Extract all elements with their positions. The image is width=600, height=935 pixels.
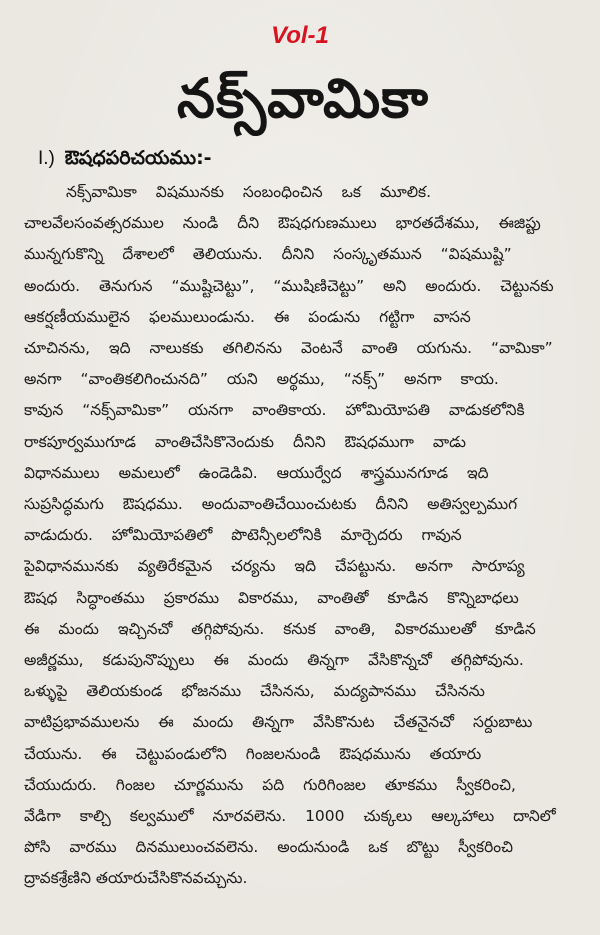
body-line: వాటిప్రభావములను ఈ మందు తిన్నగా వేసికొనుట చేతనైనచో సర్దుబాటు [24, 713, 533, 732]
body-line: ఆకర్షణీయములైన ఫలములుండును. ఈ పండును గట్టిగా వాసన [24, 307, 471, 326]
body-line: మున్నగుకొన్ని దేశాలలో తెలియును. దీనిని సంస్కృతమున “విషముష్టి” [24, 245, 512, 264]
page-title: నక్స్‌వామికా [177, 67, 429, 130]
body-line: ఒళ్ళుపై తెలియకుండ భోజనము చేసినను, మద్యపానము చేసినను [24, 682, 485, 701]
body-line: అజీర్ణము, కడుపునొప్పులు ఈ మందు తిన్నగా వేసికొన్నచో తగ్గిపోవును. [24, 651, 524, 670]
body-line: విధానములు అమలులో ఉండెడివి. ఆయుర్వేద శాస్త్రమునగూడ ఇది [24, 463, 489, 482]
body-line: కావున “నక్స్‌వామికా” యనగా వాంతికాయ. హోమియోపతి వాడుకలోనికి [24, 401, 525, 420]
body-line: సుప్రసిద్ధమగు ఔషధము. అందువాంతిచేయించుటకు దీనిని అతిస్వల్పముగ [24, 495, 518, 514]
body-line: చాలవేలసంవత్సరముల నుండి దీని ఔషధగుణములు భారతదేశము, ఈజిప్టు [24, 214, 541, 233]
body-paragraph [24, 177, 582, 895]
section-number: I.) [38, 148, 55, 169]
body-line: ఔషధ సిద్ధాంతము ప్రకారము వికారము, వాంతితో కూడిన కొన్నిబాధలు [24, 588, 519, 607]
body-line: పోసి వారము దినములుంచవలెను. అందునుండి ఒక బొట్టు స్వీకరించి [24, 838, 514, 857]
body-line: రాకపూర్వముగూడ వాంతిచేసికొనెందుకు దీనిని ఔషధముగా వాడు [24, 432, 466, 451]
body-line: చేయుదురు. గింజల చూర్ణమును పది గురిగింజల తూకము స్వీకరించి, [24, 775, 516, 794]
section-heading [38, 142, 582, 175]
body-line: అందురు. తెనుగున “ముష్టిచెట్టు”, “ముషిణిచెట్టు” అని అందురు. చెట్టునకు [24, 276, 554, 295]
body-line: అనగా “వాంతికలిగించునది” యని అర్థము, “నక్స్” అనగా కాయ. [24, 370, 499, 389]
body-line: ద్రావకశ్రేణిని తయారుచేసికొనవచ్చును. [24, 869, 248, 888]
volume-label: Vol-1 [271, 22, 329, 49]
body-line: చేయును. ఈ చెట్టుపండులోని గింజలనుండి ఔషధమును తయారు [24, 744, 482, 763]
section-heading-text: ఔషధపరిచయము:- [64, 147, 212, 169]
body-line: వాడుదురు. హోమియోపతిలో పొటెన్సీలలోనికి మార్చెదరు గావున [24, 526, 462, 545]
body-line: నక్స్‌వామికా విషమునకు సంబంధించిన ఒక మూలిక. [66, 183, 432, 201]
body-line: ఈ మందు ఇచ్చినచో తగ్గిపోవును. కనుక వాంతి, వికారములతో కూడిన [24, 619, 536, 638]
body-line: చూచినను, ఇది నాలుకకు తగిలినను వెంటనే వాంతి యగును. “వామికా” [24, 339, 553, 358]
body-line: వేడిగా కాల్చి కల్వములో నూరవలెను. 1000 చుక్కలు ఆల్కహాలు దానిలో [24, 807, 556, 826]
body-line: పైవిధానమునకు వ్యతిరేకమైన చర్యను ఇది చేపట్టును. అనగా సారూప్య [24, 557, 525, 576]
